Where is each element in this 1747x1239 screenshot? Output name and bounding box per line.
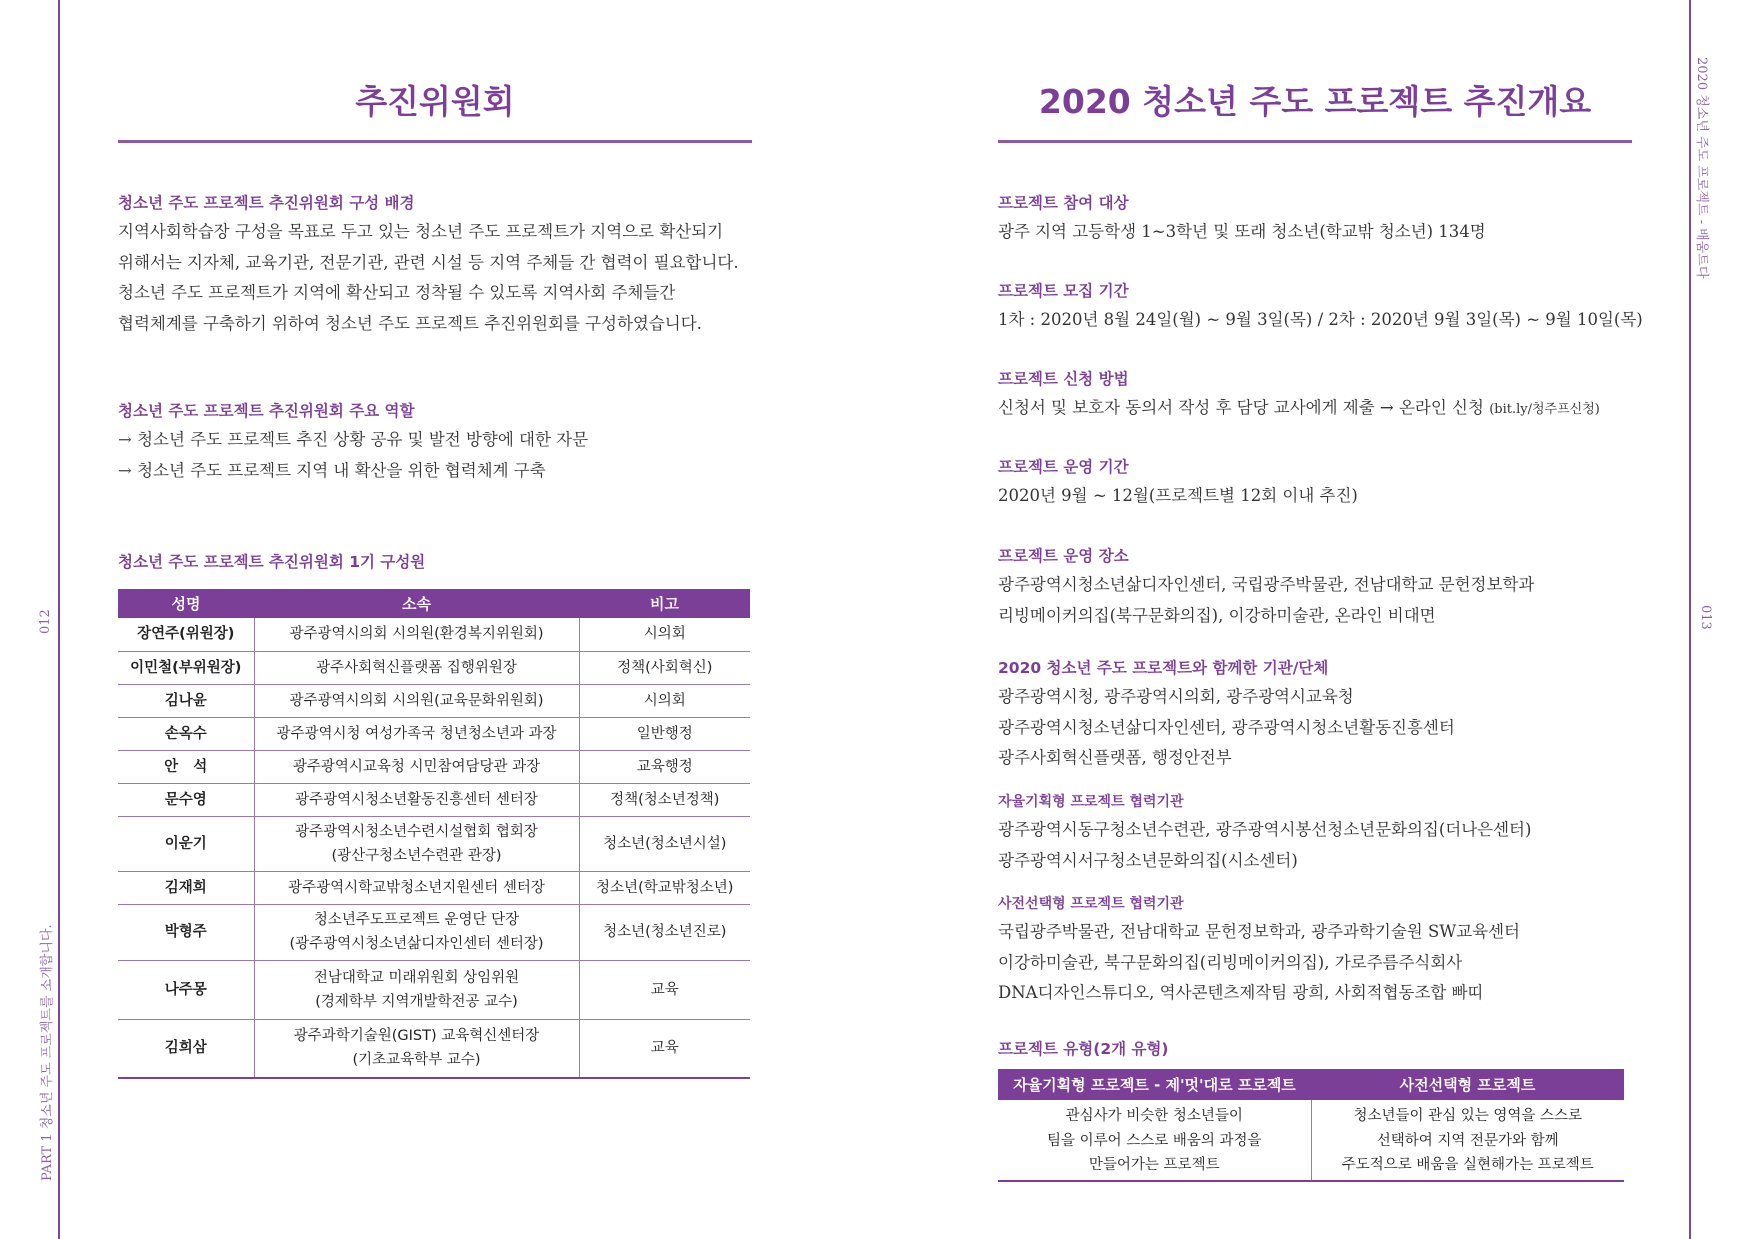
partners-line: 광주광역시청, 광주광역시의회, 광주광역시교육청 [998,687,1354,706]
description-line: 팀을 이루어 스스로 배움의 과정을 [1046,1132,1262,1149]
member-name: 이운기 [118,816,254,871]
period-heading: 프로젝트 운영 기간 [998,458,1129,476]
pre-selected-description [1311,1100,1624,1181]
pre-partners-text [998,917,1520,1009]
table-row [998,1100,1624,1181]
left-title-rule [118,140,752,143]
section-role-list [118,425,588,486]
section-background-heading: 청소년 주도 프로젝트 추진위원회 구성 배경 [118,194,415,212]
member-name: 박형주 [118,904,254,960]
affiliation-line: 광주광역시청소년수련시설협회 협회장 [295,823,538,840]
member-note: 교육행정 [579,750,750,783]
left-border-line [58,0,60,1239]
self-planned-description [998,1100,1311,1181]
table-row [118,783,750,816]
affiliation-line: (경제학부 지역개발학전공 교수) [315,993,518,1010]
recruit-heading: 프로젝트 모집 기간 [998,282,1129,300]
self-partners-text [998,815,1531,876]
member-affiliation [254,1019,579,1078]
member-note: 청소년(학교밖청소년) [579,871,750,904]
left-side-label: PART 1 청소년 주도 프로젝트를 소개합니다. [40,924,55,1181]
table-row [118,904,750,960]
self-partners-line: 광주광역시서구청소년문화의집(시소센터) [998,850,1298,870]
member-affiliation: 광주광역시청소년활동진흥센터 센터장 [254,783,579,816]
description-line: 청소년들이 관심 있는 영역을 스스로 [1353,1108,1583,1124]
period-text: 2020년 9월 ~ 12월(프로젝트별 12회 이내 추진) [998,486,1358,505]
member-name: 김재희 [118,871,254,904]
self-partners-line: 광주광역시동구청소년수련관, 광주광역시봉선청소년문화의집(더나은센터) [998,820,1532,839]
right-side-label: 2020 청소년 주도 프로젝트 - 배움트다 [1694,57,1709,279]
apply-heading: 프로젝트 신청 방법 [998,370,1129,388]
affiliation-line: 청소년주도프로젝트 운영단 단장 [313,912,520,928]
member-affiliation: 광주광역시의회 시의원(교육문화위원회) [254,684,579,717]
target-heading: 프로젝트 참여 대상 [998,194,1129,212]
column-header-affiliation: 소속 [254,589,579,618]
affiliation-line: 전남대학교 미래위원회 상임위원 [313,969,520,986]
place-line: 리빙메이커의집(북구문화의집), 이강하미술관, 온라인 비대면 [998,605,1436,625]
table-row [118,1019,750,1078]
place-heading: 프로젝트 운영 장소 [998,547,1129,565]
affiliation-line: (광산구청소년수련관 관장) [331,847,502,864]
affiliation-line: (기초교육학부 교수) [352,1052,481,1069]
pre-partners-heading: 사전선택형 프로젝트 협력기관 [998,896,1184,912]
table-row [118,684,750,717]
section-role-heading: 청소년 주도 프로젝트 추진위원회 주요 역할 [118,402,415,420]
description-line: 관심사가 비슷한 청소년들이 [1065,1108,1243,1124]
section-background-text [118,217,739,339]
member-affiliation [254,904,579,960]
partners-text [998,682,1455,774]
table-row [118,717,750,750]
member-note: 청소년(청소년시설) [579,816,750,871]
self-partners-heading: 자율기획형 프로젝트 협력기관 [998,794,1184,810]
member-note: 정책(사회혁신) [579,651,750,684]
partners-heading: 2020 청소년 주도 프로젝트와 함께한 기관/단체 [998,659,1329,677]
left-page-title: 추진위원회 [355,82,515,121]
member-name: 김희삼 [118,1019,254,1078]
affiliation-line: 광주과학기술원(GIST) 교육혁신센터장 [293,1028,540,1045]
members-table [118,589,750,1079]
member-note: 교육 [579,960,750,1019]
role-item-text: 청소년 주도 프로젝트 지역 내 확산을 위한 협력체계 구축 [137,460,546,480]
table-row [118,816,750,871]
member-note: 시의회 [579,618,750,651]
member-affiliation: 광주광역시교육청 시민참여담당관 과장 [254,750,579,783]
right-page-number: 013 [1698,605,1713,630]
recruit-text: 1차 : 2020년 8월 24일(월) ~ 9월 3일(목) / 2차 : 2020년 9월 3일(목) ~ 9월 10일(목) [998,310,1643,329]
member-affiliation: 광주광역시학교밖청소년지원센터 센터장 [254,871,579,904]
member-name: 이민철(부위원장) [118,651,254,684]
left-page-number: 012 [38,609,53,634]
member-name: 문수영 [118,783,254,816]
member-affiliation [254,816,579,871]
member-note: 청소년(청소년진로) [579,904,750,960]
role-item [118,456,588,487]
paragraph-line: 청소년 주도 프로젝트가 지역에 확산되고 정착될 수 있도록 지역사회 주체들간 [118,283,676,302]
member-name: 나주몽 [118,960,254,1019]
partners-line: 광주사회혁신플랫폼, 행정안전부 [998,748,1232,767]
table-row [118,871,750,904]
apply-text-main: 신청서 및 보호자 동의서 작성 후 담당 교사에게 제출 → 온라인 신청 [998,398,1490,417]
description-line: 주도적으로 배움을 실현해가는 프로젝트 [1341,1157,1594,1173]
column-header-note: 비고 [579,589,750,618]
apply-text [998,393,1600,426]
paragraph-line: 위해서는 지자체, 교육기관, 전문기관, 관련 시설 등 지역 주체들 간 협력이 필요합니다. [118,252,739,272]
right-border-line [1689,0,1691,1239]
paragraph-line: 지역사회학습장 구성을 목표로 두고 있는 청소년 주도 프로젝트가 지역으로 확산되기 [118,222,724,241]
member-note: 정책(청소년정책) [579,783,750,816]
arrow-icon: → [118,430,132,449]
partners-line: 광주광역시청소년삶디자인센터, 광주광역시청소년활동진흥센터 [998,717,1455,737]
types-heading: 프로젝트 유형(2개 유형) [998,1040,1169,1058]
member-name: 손옥수 [118,717,254,750]
target-text: 광주 지역 고등학생 1~3학년 및 또래 청소년(학교밖 청소년) 134명 [998,222,1486,241]
section-members-heading: 청소년 주도 프로젝트 추진위원회 1기 구성원 [118,553,426,571]
pre-partners-line: DNA디자인스튜디오, 역사콘텐츠제작팀 광희, 사회적협동조합 빠띠 [998,983,1484,1002]
table-row [118,618,750,651]
description-line: 만들어가는 프로젝트 [1088,1157,1220,1173]
pre-partners-line: 이강하미술관, 북구문화의집(리빙메이커의집), 가로주름주식회사 [998,952,1463,972]
member-note: 교육 [579,1019,750,1078]
place-text [998,570,1534,631]
pre-partners-line: 국립광주박물관, 전남대학교 문헌정보학과, 광주과학기술원 SW교육센터 [998,922,1520,941]
right-title-rule [998,140,1632,143]
table-row [118,651,750,684]
right-page-title: 2020 청소년 주도 프로젝트 추진개요 [1038,82,1592,121]
member-affiliation: 광주사회혁신플랫폼 집행위원장 [254,651,579,684]
project-types-table [998,1069,1624,1182]
member-note: 일반행정 [579,717,750,750]
types-table-header [998,1069,1624,1100]
column-header-pre-selected: 사전선택형 프로젝트 [1311,1069,1624,1100]
member-affiliation [254,960,579,1019]
member-name: 김나윤 [118,684,254,717]
member-name: 안 석 [118,750,254,783]
column-header-self-planned: 자율기획형 프로젝트 - 제'멋'대로 프로젝트 [998,1069,1311,1100]
table-row [118,960,750,1019]
role-item-text: 청소년 주도 프로젝트 추진 상황 공유 및 발전 방향에 대한 자문 [137,430,589,449]
paragraph-line: 협력체계를 구축하기 위하여 청소년 주도 프로젝트 추진위원회를 구성하였습니다. [118,313,702,333]
arrow-icon: → [118,460,132,480]
member-affiliation: 광주광역시의회 시의원(환경복지위원회) [254,618,579,651]
column-header-name: 성명 [118,589,254,618]
description-line: 선택하여 지역 전문가와 함께 [1376,1132,1559,1149]
table-row [118,750,750,783]
member-affiliation: 광주광역시청 여성가족국 청년청소년과 과장 [254,717,579,750]
affiliation-line: (광주광역시청소년삶디자인센터 센터장) [289,936,544,952]
member-name: 장연주(위원장) [118,618,254,651]
member-note: 시의회 [579,684,750,717]
role-item [118,425,588,456]
members-table-header [118,589,750,618]
place-line: 광주광역시청소년삶디자인센터, 국립광주박물관, 전남대학교 문헌정보학과 [998,575,1535,594]
apply-url: (bit.ly/청주프신청) [1489,402,1600,417]
